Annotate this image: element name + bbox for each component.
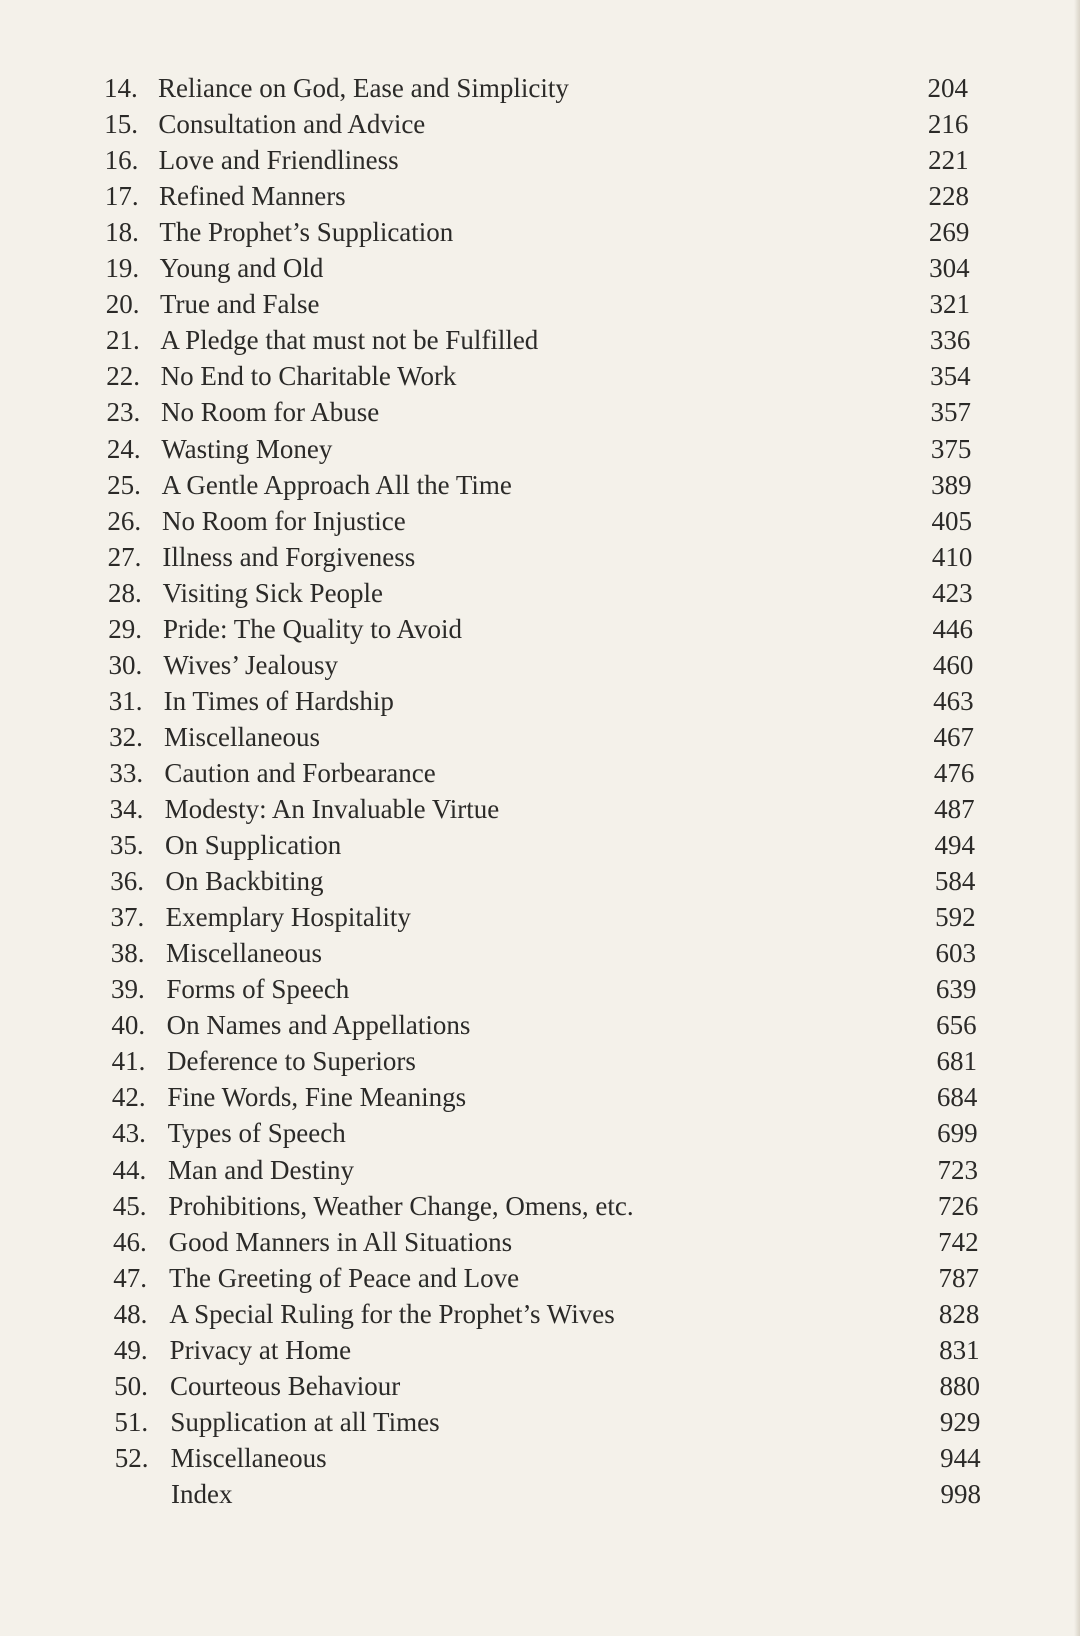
toc-entry[interactable] xyxy=(0,899,1080,935)
page-number: 228 xyxy=(928,181,969,212)
chapter-number: 41. xyxy=(111,1046,146,1077)
toc-entry[interactable] xyxy=(0,1476,1080,1512)
chapter-title: Deference to Superiors xyxy=(167,1046,416,1077)
chapter-number: 48. xyxy=(113,1298,148,1329)
page-number: 405 xyxy=(931,505,972,536)
toc-entry[interactable] xyxy=(0,106,1080,142)
page-number: 831 xyxy=(939,1334,980,1365)
chapter-title: Miscellaneous xyxy=(166,938,322,969)
page-number: 998 xyxy=(940,1478,981,1509)
page-number: 684 xyxy=(936,1082,978,1113)
chapter-number: 37. xyxy=(110,902,145,933)
chapter-number: 39. xyxy=(111,974,145,1005)
chapter-title: No End to Charitable Work xyxy=(160,361,457,392)
chapter-number: 49. xyxy=(113,1334,148,1365)
chapter-number: 21. xyxy=(105,325,140,356)
chapter-title: Miscellaneous xyxy=(170,1442,327,1473)
chapter-title: Exemplary Hospitality xyxy=(165,902,411,933)
toc-entry[interactable] xyxy=(0,250,1080,286)
chapter-number: 35. xyxy=(109,830,144,861)
toc-entry[interactable] xyxy=(0,935,1080,971)
chapter-number: 19. xyxy=(105,253,140,284)
chapter-title: Illness and Forgiveness xyxy=(162,541,416,572)
page-number: 592 xyxy=(935,902,976,933)
chapter-title: Wives’ Jealousy xyxy=(163,649,338,680)
chapter-title: A Special Ruling for the Prophet’s Wives xyxy=(169,1298,615,1329)
chapter-title: On Names and Appellations xyxy=(166,1010,471,1041)
chapter-title: Privacy at Home xyxy=(169,1334,352,1365)
page-number: 742 xyxy=(938,1226,979,1257)
chapter-title: The Greeting of Peace and Love xyxy=(169,1262,520,1293)
chapter-number: 46. xyxy=(113,1226,147,1257)
chapter-number: 32. xyxy=(109,721,143,752)
chapter-number: 18. xyxy=(105,217,139,248)
toc-entry[interactable] xyxy=(0,863,1080,899)
chapter-title: Reliance on God, Ease and Simplicity xyxy=(158,73,569,103)
toc-entry[interactable] xyxy=(0,1368,1080,1404)
toc-entry[interactable] xyxy=(0,394,1080,430)
chapter-title: Wasting Money xyxy=(161,433,333,464)
toc-entry[interactable] xyxy=(0,214,1080,250)
chapter-number: 40. xyxy=(111,1010,146,1041)
toc-entry[interactable] xyxy=(0,683,1080,719)
chapter-number: 34. xyxy=(109,794,144,824)
chapter-number: 26. xyxy=(107,505,142,536)
page-number: 828 xyxy=(938,1298,980,1329)
chapter-title: Fine Words, Fine Meanings xyxy=(167,1082,467,1113)
page-number: 494 xyxy=(934,830,975,861)
chapter-title: Miscellaneous xyxy=(164,721,320,752)
toc-entry[interactable] xyxy=(0,1404,1080,1440)
chapter-title: In Times of Hardship xyxy=(163,685,394,716)
page-number: 336 xyxy=(929,325,971,356)
page-number: 375 xyxy=(930,433,972,464)
chapter-title: Man and Destiny xyxy=(168,1154,354,1185)
chapter-number: 17. xyxy=(104,181,139,212)
chapter-title: The Prophet’s Supplication xyxy=(159,217,454,248)
toc-entry[interactable] xyxy=(0,1115,1080,1151)
chapter-number: 20. xyxy=(105,289,140,320)
page-number: 929 xyxy=(939,1406,981,1437)
chapter-title: Index xyxy=(171,1478,233,1509)
chapter-number: 44. xyxy=(112,1154,147,1185)
page-number: 216 xyxy=(927,109,969,140)
toc-entry[interactable] xyxy=(0,1079,1080,1115)
toc-entry[interactable] xyxy=(0,322,1080,358)
chapter-number: 22. xyxy=(106,361,140,392)
chapter-title: No Room for Abuse xyxy=(161,397,380,428)
toc-entry[interactable] xyxy=(0,1332,1080,1368)
page-number: 699 xyxy=(937,1118,978,1149)
toc-entry[interactable] xyxy=(0,827,1080,863)
chapter-title: On Supplication xyxy=(165,830,342,861)
chapter-number: 42. xyxy=(111,1082,146,1113)
chapter-number: 45. xyxy=(112,1190,147,1221)
page-number: 726 xyxy=(937,1190,979,1221)
toc-entry[interactable] xyxy=(0,70,1080,106)
chapter-title: Consultation and Advice xyxy=(158,109,426,140)
page-edge xyxy=(1074,0,1080,1636)
chapter-title: A Gentle Approach All the Time xyxy=(161,469,512,500)
toc-entry[interactable] xyxy=(0,1440,1080,1476)
toc-entry[interactable] xyxy=(0,503,1080,539)
chapter-title: Forms of Speech xyxy=(166,974,350,1005)
page-number: 880 xyxy=(939,1370,980,1401)
chapter-number: 36. xyxy=(110,866,144,897)
toc-entry[interactable] xyxy=(0,539,1080,575)
chapter-title: A Pledge that must not be Fulfilled xyxy=(160,325,539,356)
chapter-title: True and False xyxy=(160,289,320,320)
toc-entry[interactable] xyxy=(0,755,1080,791)
chapter-number: 38. xyxy=(110,938,145,969)
page-number: 944 xyxy=(940,1442,981,1473)
chapter-title: On Backbiting xyxy=(165,866,324,897)
toc-entry[interactable] xyxy=(0,1260,1080,1296)
toc-entry[interactable] xyxy=(0,431,1080,467)
chapter-title: Modesty: An Invaluable Virtue xyxy=(164,794,500,824)
page-number: 269 xyxy=(928,217,970,248)
chapter-number: 24. xyxy=(106,433,141,464)
toc-entry[interactable] xyxy=(0,467,1080,503)
chapter-number: 25. xyxy=(107,469,141,500)
page-number: 656 xyxy=(936,1010,977,1041)
chapter-number: 47. xyxy=(113,1262,148,1293)
chapter-number: 43. xyxy=(112,1118,146,1149)
chapter-number: 52. xyxy=(114,1442,149,1473)
page-number: 487 xyxy=(934,794,975,824)
chapter-number: 16. xyxy=(104,145,139,176)
page-number: 304 xyxy=(929,253,970,284)
toc-entry[interactable] xyxy=(0,611,1080,647)
chapter-title: No Room for Injustice xyxy=(162,505,406,536)
page-number: 787 xyxy=(938,1262,979,1293)
chapter-number: 23. xyxy=(106,397,141,428)
chapter-number: 15. xyxy=(104,109,139,140)
chapter-title: Refined Manners xyxy=(159,181,346,212)
toc-entry[interactable] xyxy=(0,647,1080,683)
page-number: 467 xyxy=(933,721,974,752)
page-number: 204 xyxy=(927,73,968,103)
toc-entry[interactable] xyxy=(0,1224,1080,1260)
chapter-number: 27. xyxy=(107,541,142,572)
page-number: 460 xyxy=(932,649,974,680)
toc-entry[interactable] xyxy=(0,358,1080,394)
chapter-title: Young and Old xyxy=(159,253,324,284)
page-number: 446 xyxy=(932,613,973,644)
toc-entry[interactable] xyxy=(0,575,1080,611)
toc-entry[interactable] xyxy=(0,971,1080,1007)
page-number: 603 xyxy=(935,938,976,969)
chapter-title: Good Manners in All Situations xyxy=(168,1226,513,1257)
toc-entry[interactable] xyxy=(0,178,1080,214)
chapter-title: Love and Friendliness xyxy=(158,145,399,176)
chapter-title: Caution and Forbearance xyxy=(164,757,436,788)
page-number: 354 xyxy=(930,361,971,392)
toc-entry[interactable] xyxy=(0,1296,1080,1332)
toc-entry[interactable] xyxy=(0,1188,1080,1224)
chapter-title: Supplication at all Times xyxy=(170,1406,440,1437)
chapter-number: 29. xyxy=(108,613,142,644)
page-number: 723 xyxy=(937,1154,978,1185)
toc-entry[interactable] xyxy=(0,1043,1080,1079)
chapter-title: Types of Speech xyxy=(167,1118,346,1149)
chapter-number: 14. xyxy=(104,73,138,103)
toc-entry[interactable] xyxy=(0,286,1080,322)
page-number: 221 xyxy=(928,145,969,176)
page-number: 321 xyxy=(929,289,970,320)
page-number: 476 xyxy=(933,757,975,788)
chapter-number: 28. xyxy=(107,577,142,608)
chapter-title: Pride: The Quality to Avoid xyxy=(163,613,462,644)
chapter-number: 30. xyxy=(108,649,143,680)
toc-entry[interactable] xyxy=(0,142,1080,178)
toc-entry[interactable] xyxy=(0,1152,1080,1188)
page-number: 681 xyxy=(936,1046,977,1077)
page-number: 463 xyxy=(933,685,974,716)
chapter-title: Courteous Behaviour xyxy=(170,1370,401,1401)
toc-entry[interactable] xyxy=(0,1007,1080,1043)
page-number: 639 xyxy=(935,974,977,1005)
chapter-number: 51. xyxy=(114,1406,149,1437)
chapter-title: Prohibitions, Weather Change, Omens, etc. xyxy=(168,1190,634,1221)
page-number: 584 xyxy=(934,866,976,897)
page-number: 357 xyxy=(930,397,971,428)
page-number: 389 xyxy=(931,469,972,500)
chapter-number: 31. xyxy=(108,685,143,716)
page-number: 410 xyxy=(931,541,973,572)
chapter-number: 33. xyxy=(109,757,144,788)
toc-entry[interactable] xyxy=(0,719,1080,755)
chapter-number: 50. xyxy=(114,1370,148,1401)
page-number: 423 xyxy=(932,577,973,608)
toc-entry[interactable] xyxy=(0,791,1080,827)
chapter-title: Visiting Sick People xyxy=(162,577,384,608)
